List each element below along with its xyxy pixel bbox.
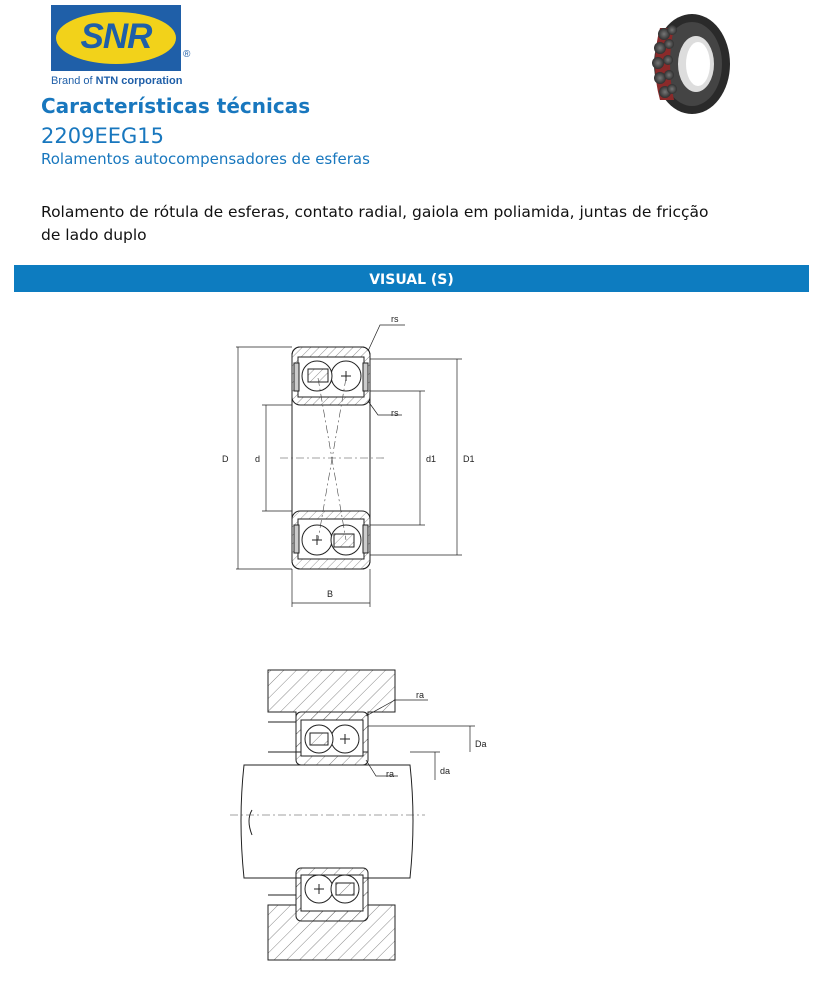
brand-line: [51, 75, 182, 87]
label-da: da: [440, 766, 451, 776]
brand-prefix: Brand of: [51, 75, 96, 87]
label-rs-top: rs: [391, 314, 399, 324]
product-code: 2209EEG15: [41, 124, 164, 148]
label-D1: D1: [463, 454, 475, 464]
snr-logo: [51, 5, 196, 90]
brand-company: NTN corporation: [95, 75, 183, 87]
bearing-mounting-drawing: [230, 660, 510, 970]
label-ra-top: ra: [416, 690, 425, 700]
label-d: d: [255, 454, 261, 464]
label-rs-mid: rs: [391, 408, 399, 418]
page-title: Características técnicas: [41, 94, 311, 118]
label-ra-mid: ra: [386, 769, 395, 779]
logo-box: [51, 5, 181, 71]
logo-text: SNR: [80, 17, 152, 56]
product-description: Rolamento de rótula de esferas, contato radial, gaiola em poliamida, juntas de fricção de lado duplo: [41, 203, 709, 244]
label-d1: d1: [426, 454, 437, 464]
section-banner: VISUAL (S): [14, 265, 809, 292]
product-family: Rolamentos autocompensadores de esferas: [41, 150, 370, 168]
label-Da: Da: [475, 739, 487, 749]
registered-mark: ®: [183, 49, 191, 60]
label-D: D: [222, 454, 229, 464]
bearing-product-image: [640, 8, 735, 118]
label-B: B: [327, 589, 334, 599]
bearing-dimension-drawing: [200, 305, 500, 615]
